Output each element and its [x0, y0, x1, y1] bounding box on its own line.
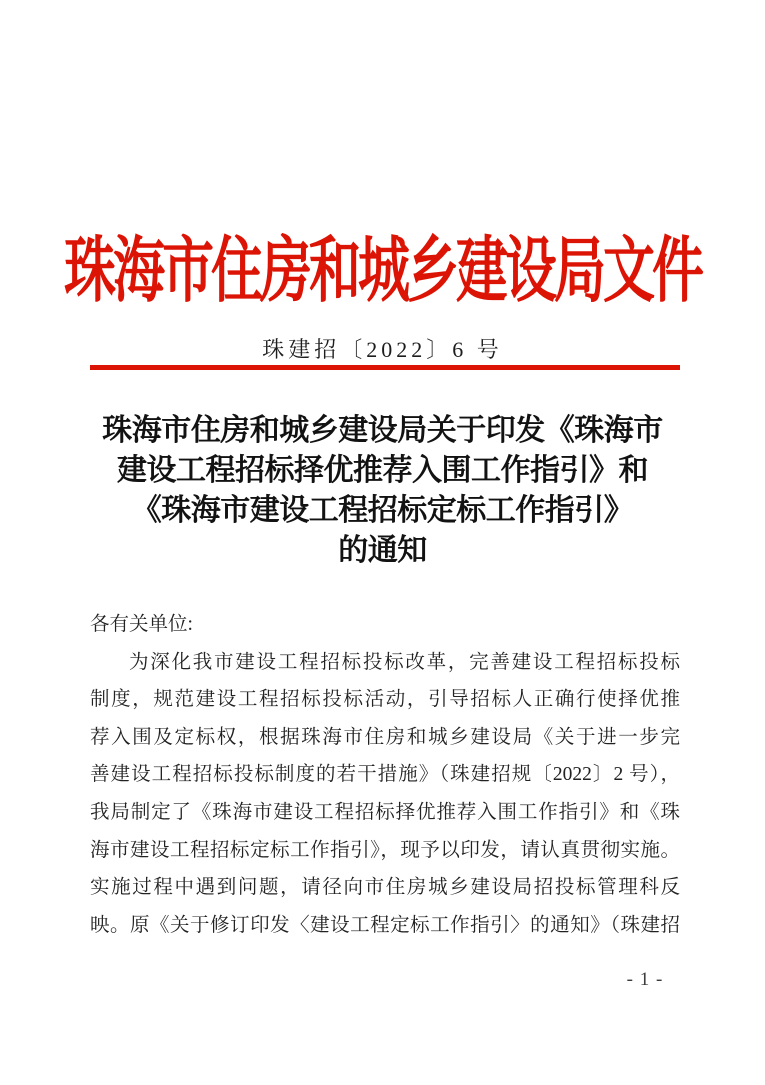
document-title-line-4: 的通知 — [338, 534, 427, 567]
document-title-line-3: 《珠海市建设工程招标定标工作指引》 — [131, 494, 634, 527]
document-number: 珠建招〔2022〕6 号 — [262, 337, 503, 362]
salutation: 各有关单位: — [90, 614, 193, 635]
document-title — [50, 411, 715, 571]
document-title-line-1: 珠海市住房和城乡建设局关于印发《珠海市 — [102, 414, 663, 447]
document-title-line-2: 建设工程招标择优推荐入围工作指引》和 — [117, 454, 648, 487]
body-line-3: 荐入围及定标权，根据珠海市住房和城乡建设局《关于进一步完 — [90, 726, 680, 748]
body-line-6: 海市建设工程招标定标工作指引》，现予以印发，请认真贯彻实施。 — [90, 839, 680, 861]
letterhead-title: 珠海市住房和城乡建设局文件 — [63, 232, 701, 312]
body-line-4: 善建设工程招标投标制度的若干措施》（珠建招规〔2022〕2 号）， — [90, 764, 680, 786]
page-number: - 1 - — [626, 969, 664, 990]
body-line-2: 制度，规范建设工程招标投标活动，引导招标人正确行使择优推 — [90, 689, 680, 711]
body-line-8: 映。原《关于修订印发〈建设工程定标工作指引〉的通知》（珠建招 — [90, 914, 680, 936]
document-body — [90, 606, 680, 944]
body-line-1: 为深化我市建设工程招标投标改革，完善建设工程招标投标 — [129, 651, 680, 673]
body-line-7: 实施过程中遇到问题，请径向市住房城乡建设局招投标管理科反 — [90, 877, 680, 899]
body-line-5: 我局制定了《珠海市建设工程招标择优推荐入围工作指引》和《珠 — [90, 801, 680, 823]
red-divider-line — [90, 365, 680, 370]
